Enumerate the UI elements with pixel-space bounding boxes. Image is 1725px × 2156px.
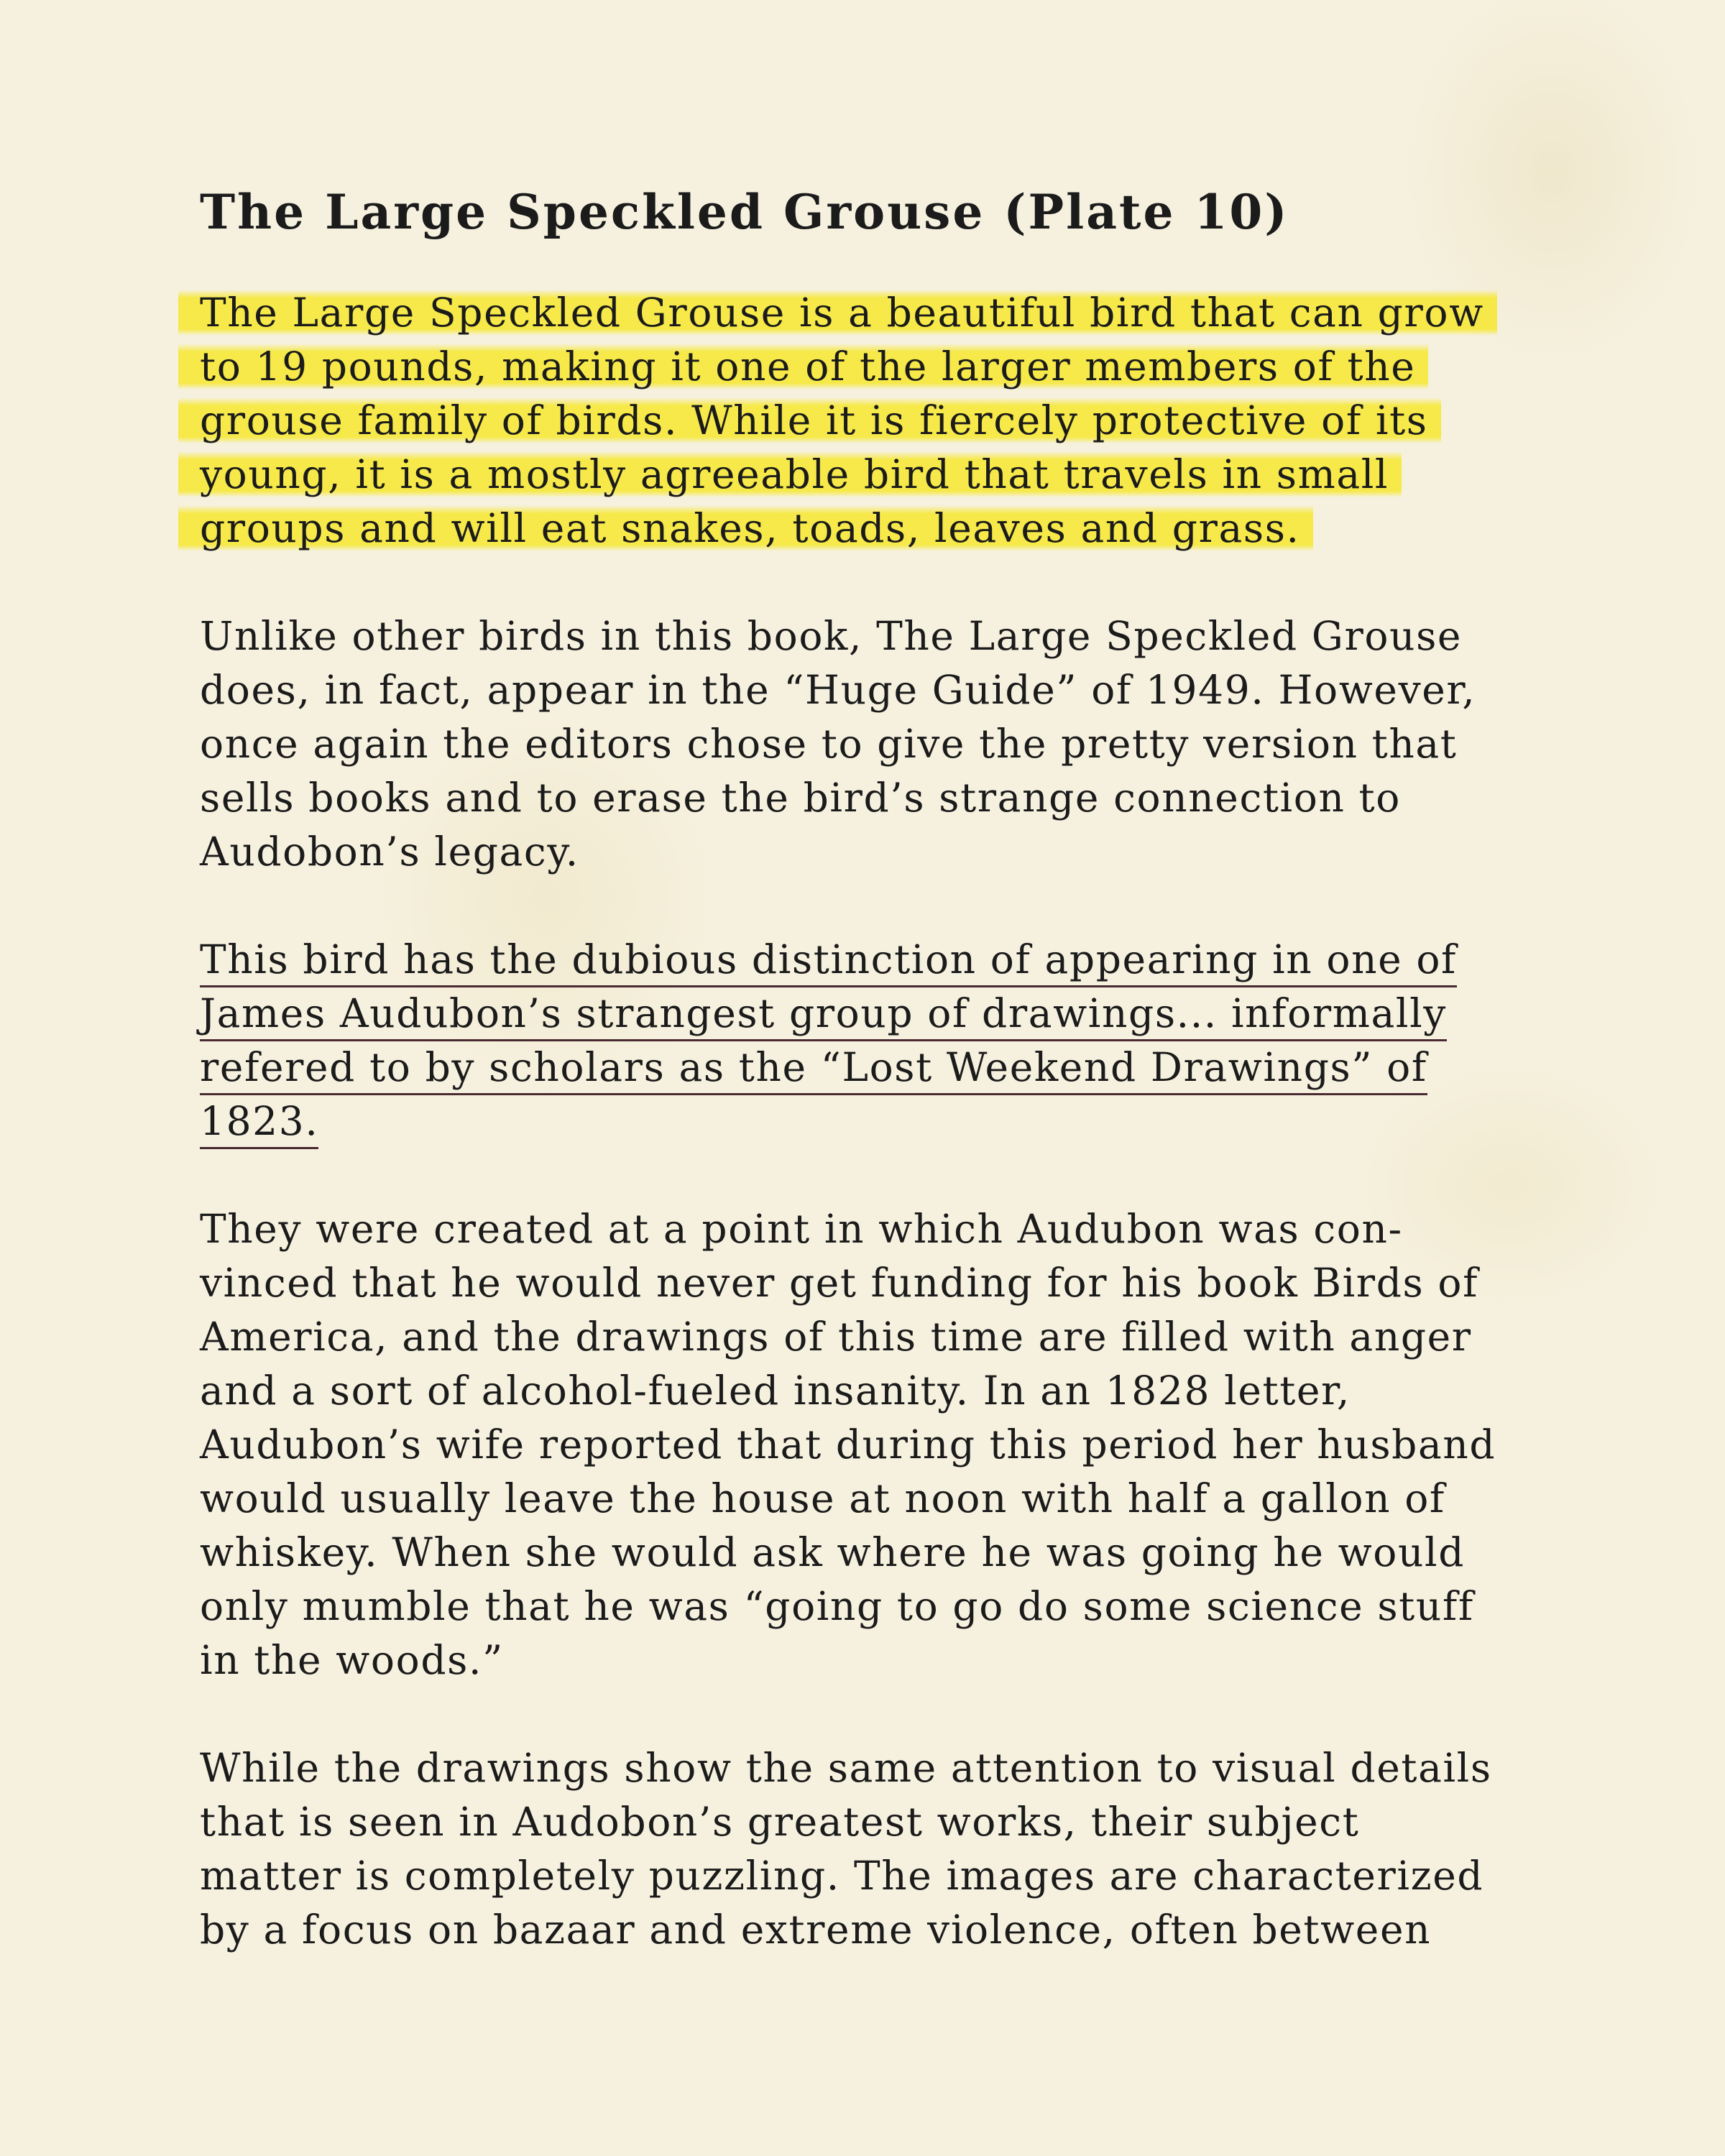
highlighted-text: to 19 pounds, making it one of the larger members of the [178,344,1428,390]
text-line: vinced that he would never get funding for his book Birds of [200,1260,1479,1306]
text-line: and a sort of alcohol-fueled insanity. In an 1828 letter, [200,1368,1351,1414]
paragraph-highlighted [200,286,1551,556]
text-line [200,394,1551,448]
text-line: would usually leave the house at noon with half a gallon of [200,1475,1445,1521]
text-line: America, and the drawings of this time are filled with anger [200,1314,1472,1360]
underlined-text: 1823. [200,1098,318,1149]
paragraph [200,1741,1551,1957]
text-line: Audobon’s legacy. [200,829,579,875]
text-line: in the woods.” [200,1637,504,1683]
text-line [200,1095,1551,1148]
text-line: does, in fact, appear in the “Huge Guide” of 1949. However, [200,667,1476,713]
page-title: The Large Speckled Grouse (Plate 10) [200,184,1289,240]
paragraph [200,1202,1551,1687]
highlighted-text: grouse family of birds. While it is fiercely protective of its [178,397,1441,443]
document-body [200,172,1551,2011]
highlighted-text: groups and will eat snakes, toads, leaves and grass. [178,505,1313,551]
text-line [200,502,1551,556]
paragraph [200,609,1551,879]
underlined-text: refered to by scholars as the “Lost Weekend Drawings” of [200,1044,1427,1095]
text-line [200,933,1551,987]
text-line [200,448,1551,502]
text-line: Unlike other birds in this book, The Large Speckled Grouse [200,613,1463,659]
text-line: once again the editors chose to give the pretty version that [200,721,1458,767]
text-line [200,987,1551,1041]
underlined-text: James Audubon’s strangest group of drawings... informally [200,990,1447,1041]
paragraph-underlined [200,933,1551,1148]
text-line: Audubon’s wife reported that during this period her husband [200,1422,1496,1468]
text-line: sells books and to erase the bird’s strange connection to [200,775,1401,821]
text-line [200,1041,1551,1095]
text-line: matter is completely puzzling. The images are characterized [200,1853,1484,1899]
text-line: that is seen in Audobon’s greatest works, their subject [200,1799,1360,1845]
underlined-text: This bird has the dubious distinction of appearing in one of [200,936,1457,987]
text-line [200,340,1551,394]
highlighted-text: young, it is a mostly agreeable bird that travels in small [178,451,1402,497]
text-line: only mumble that he was “going to go do some science stuff [200,1583,1474,1629]
text-line: by a focus on bazaar and extreme violence, often between [200,1907,1432,1953]
text-line: While the drawings show the same attention to visual details [200,1745,1492,1791]
highlighted-text: The Large Speckled Grouse is a beautiful bird that can grow [178,290,1497,336]
text-line: They were created at a point in which Audubon was con- [200,1206,1403,1252]
text-line: whiskey. When she would ask where he was going he would [200,1529,1466,1575]
text-line [200,286,1551,340]
